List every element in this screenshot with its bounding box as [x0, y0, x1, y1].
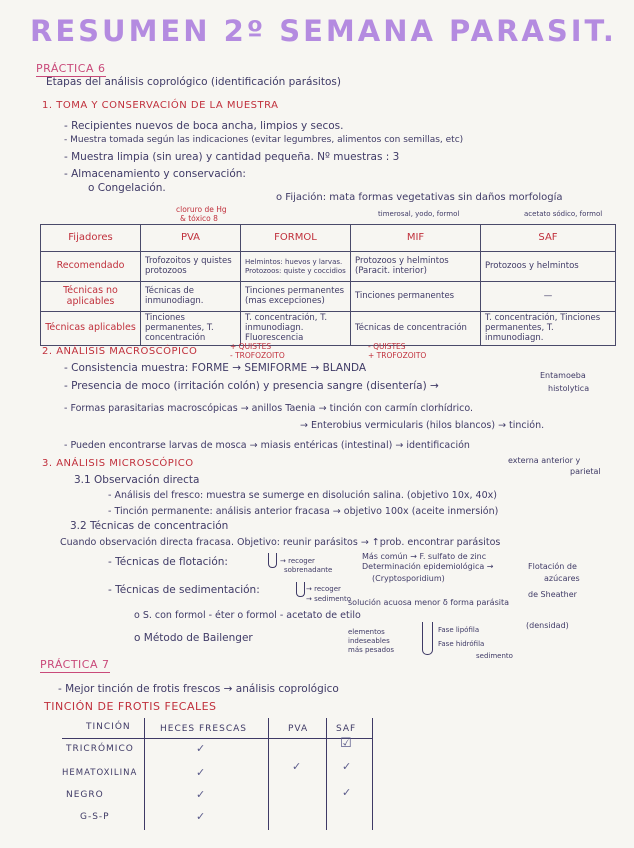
s3-sub1b: - Tinción permanente: análisis anterior fracasa → objetivo 100x (aceite inmersión) [108, 506, 499, 517]
check-icon: ✓ [196, 788, 206, 801]
practica6-heading: PRÁCTICA 6 [36, 62, 106, 75]
s2-bullet-1: - Consistencia muestra: FORME → SEMIFORME → BLANDA [64, 362, 367, 374]
table-row [41, 312, 616, 346]
ann-cloruro: cloruro de Hg [176, 205, 227, 214]
sed-recoger: → recoger [306, 585, 341, 593]
col-heces: HECES FRESCAS [160, 724, 247, 734]
check-icon: ✓ [196, 810, 206, 823]
fase-sedimento: sedimento [476, 652, 513, 660]
table-header: FORMOL [241, 225, 351, 252]
table-cell: Protozoos y helmintos [481, 252, 616, 282]
s2-bullet-4c: parietal [570, 467, 601, 476]
s3-flotacion: - Técnicas de flotación: [108, 556, 228, 568]
flot-sheather: de Sheather [528, 590, 577, 599]
check-icon: ✓ [342, 760, 352, 773]
s1-congelacion: o Congelación. [88, 182, 166, 194]
ann-timerosal: timerosal, yodo, formol [378, 210, 460, 218]
s2-bullet-3: - Formas parasitarias macroscópicas → anillos Taenia → tinción con carmín clorhídrico. [64, 403, 474, 414]
table-cell: T. concentración, T. inmunodiagn. Fluorescencia [241, 312, 351, 346]
page-title: RESUMEN 2º SEMANA PARASIT. [30, 14, 617, 48]
s1-bullet-4: - Almacenamiento y conservación: [64, 168, 246, 180]
flot-azucares: azúcares [544, 574, 580, 583]
table-cell: Trofozoitos y quistes protozoos [141, 252, 241, 282]
practica7-line: - Mejor tinción de frotis frescos → análisis coprológico [58, 683, 339, 695]
ann-toxico: & tóxico 8 [180, 214, 218, 223]
s1-bullet-1: - Recipientes nuevos de boca ancha, limpios y secos. [64, 120, 344, 132]
table-cell: Técnicas de inmunodiagn. [141, 282, 241, 312]
table-cell: Recomendado [41, 252, 141, 282]
table-header: Fijadores [41, 225, 141, 252]
ann-trofo-minus: - TROFOZOITO [230, 351, 285, 360]
table-cell: Tinciones permanentes (mas excepciones) [241, 282, 351, 312]
s2-bullet-4: - Pueden encontrarse larvas de mosca → miasis entéricas (intestinal) → identificación [64, 440, 470, 451]
row-negro: NEGRO [66, 790, 104, 800]
grid-divider [144, 718, 145, 830]
table-row [41, 252, 616, 282]
el-elementos: elementos [348, 628, 385, 636]
flot-flotacion: Flotación de [528, 562, 577, 571]
practica6-subtitle: Etapas del análisis coprológico (identificación parásitos) [46, 76, 341, 88]
table-cell: Técnicas no aplicables [41, 282, 141, 312]
s2-bullet-4b: externa anterior y [508, 456, 581, 465]
table-cell: Tinciones permanentes, T. concentración [141, 312, 241, 346]
flot-recoger: → recoger [280, 557, 315, 565]
s3-sub1: 3.1 Observación directa [74, 474, 200, 486]
table-cell: Técnicas aplicables [41, 312, 141, 346]
fijadores-table [40, 224, 616, 346]
ann-quistes-minus: - QUISTES [368, 342, 406, 351]
s3-formol: o S. con formol - éter o formol - acetato de etilo [134, 610, 361, 621]
grid-divider [372, 718, 373, 830]
s3-sub1a: - Análisis del fresco: muestra se sumerge en disolución salina. (objetivo 10x, 40x) [108, 490, 497, 501]
table-cell: Protozoos y helmintos (Paracit. interior) [351, 252, 481, 282]
table-cell: — [481, 282, 616, 312]
table-header: PVA [141, 225, 241, 252]
s3-bailenger: o Método de Bailenger [134, 632, 253, 644]
checkbox-icon: ☑ [340, 736, 352, 751]
tube-icon [268, 553, 277, 568]
flot-crypto: (Cryptosporidium) [372, 574, 445, 583]
table-header: MIF [351, 225, 481, 252]
check-icon: ✓ [196, 742, 206, 755]
s1-bullet-3: - Muestra limpia (sin urea) y cantidad pequeña. Nº muestras : 3 [64, 151, 400, 163]
s1-heading: 1. TOMA Y CONSERVACIÓN DE LA MUESTRA [42, 100, 279, 111]
row-hematoxilina: HEMATOXILINA [62, 768, 138, 778]
ann-entamoeba: Entamoeba [540, 371, 586, 380]
flot-comun: Más común → F. sulfato de zinc [362, 552, 487, 561]
sed-sedimento: → sedimento [306, 595, 352, 603]
grid-divider [326, 718, 327, 830]
row-gsp: G-S-P [80, 812, 110, 822]
col-tincion: TINCIÓN [86, 722, 131, 732]
col-pva: PVA [288, 724, 309, 734]
tincion-heading: TINCIÓN DE FROTIS FECALES [44, 700, 217, 713]
check-icon: ✓ [196, 766, 206, 779]
fase-hidrofila: Fase hidrófila [438, 640, 485, 648]
table-row [41, 282, 616, 312]
table-cell: Helmintos: huevos y larvas. Protozoos: quiste y coccidios [241, 252, 351, 282]
el-pesados: más pesados [348, 646, 395, 654]
flot-epidem: Determinación epidemiológica → [362, 562, 494, 571]
check-icon: ✓ [292, 760, 302, 773]
s3-cuando: Cuando observación directa fracasa. Objetivo: reunir parásitos → ↑prob. encontrar parásitos [60, 537, 501, 548]
sed-solucion: solución acuosa menor δ forma parásita [348, 598, 510, 607]
el-indeseables: indeseables [348, 637, 390, 645]
s1-bullet-2: - Muestra tomada según las indicaciones (evitar legumbres, alimentos con semillas, etc) [64, 135, 464, 145]
row-tricromico: TRICRÓMICO [66, 744, 134, 754]
s2-bullet-3b: → Enterobius vermicularis (hilos blancos) → tinción. [300, 420, 545, 431]
s3-sedimentacion: - Técnicas de sedimentación: [108, 584, 260, 596]
table-header-row [41, 225, 616, 252]
s2-heading: 2. ANÁLISIS MACROSCÓPICO [42, 346, 198, 357]
s1-fijacion: o Fijación: mata formas vegetativas sin daños morfología [276, 192, 563, 203]
flot-sobrenadante: sobrenadante [284, 566, 333, 574]
tube-icon [296, 582, 305, 597]
table-cell: Tinciones permanentes [351, 282, 481, 312]
s2-bullet-2: - Presencia de moco (irritación colón) y presencia sangre (disentería) → [64, 380, 439, 392]
tube-icon [422, 622, 433, 655]
practica7-heading: PRÁCTICA 7 [40, 658, 110, 671]
sed-densidad: (densidad) [526, 621, 569, 630]
s3-sub2: 3.2 Técnicas de concentración [70, 520, 229, 532]
table-header: SAF [481, 225, 616, 252]
fase-lipofila: Fase lipófila [438, 626, 480, 634]
col-saf: SAF [336, 724, 357, 734]
table-cell: Técnicas de concentración [351, 312, 481, 346]
table-cell: T. concentración, Tinciones permanentes, T. inmunodiagn. [481, 312, 616, 346]
ann-trofo-plus: + TROFOZOITO [368, 351, 427, 360]
grid-divider [268, 718, 269, 830]
s3-heading: 3. ANÁLISIS MICROSCÓPICO [42, 458, 194, 469]
ann-histolytica: histolytica [548, 384, 590, 393]
ann-quistes-plus: + QUISTES [230, 342, 272, 351]
check-icon: ✓ [342, 786, 352, 799]
ann-acetato: acetato sódico, formol [524, 210, 603, 218]
